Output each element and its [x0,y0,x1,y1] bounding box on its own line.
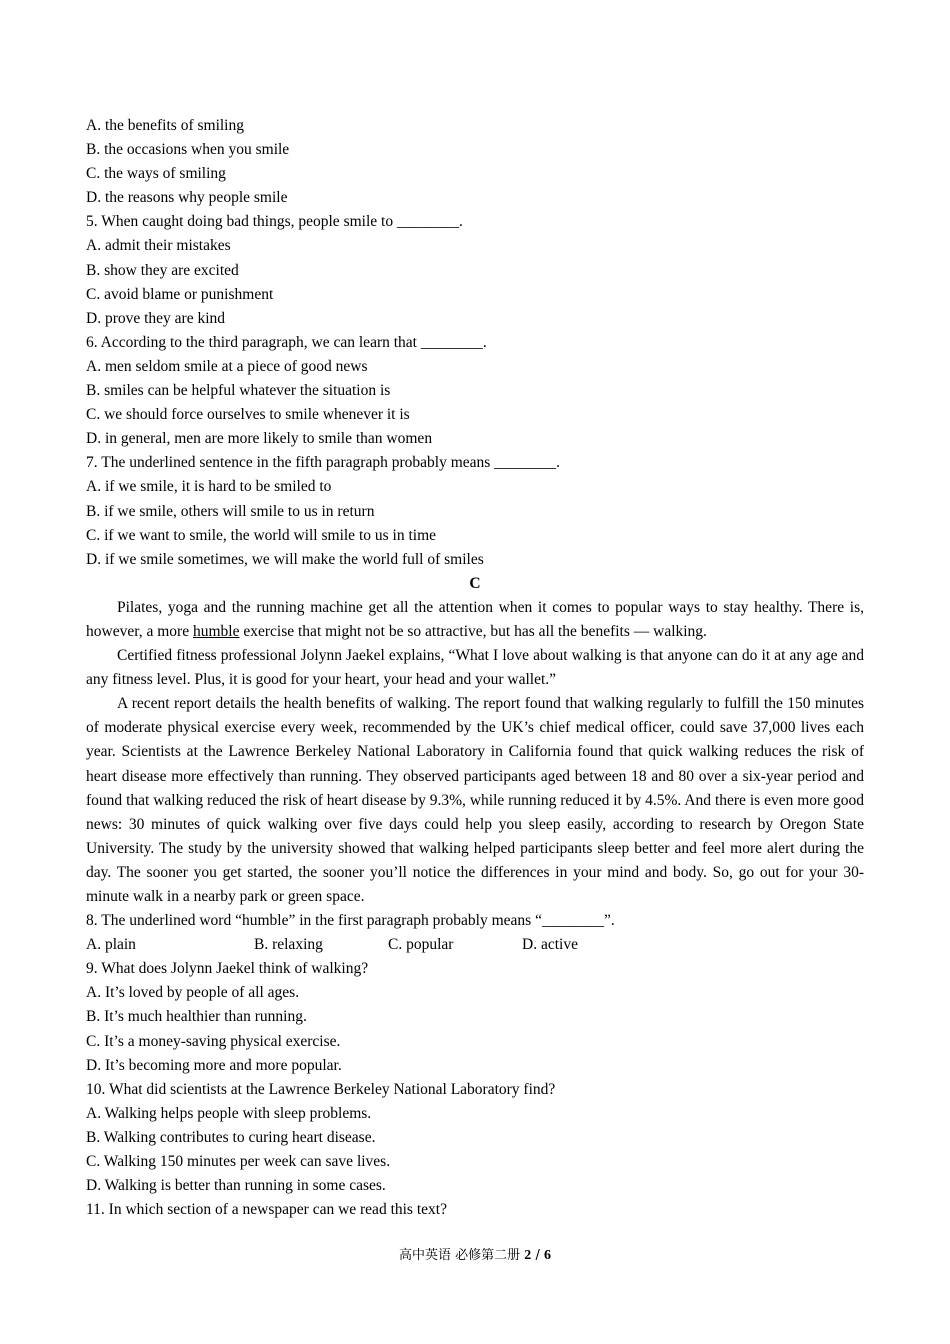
text-line: C. It’s a money‑saving physical exercise. [86,1032,341,1050]
question-8-options [86,933,864,957]
text-line: D. prove they are kind [86,309,226,327]
option-d: D. active [522,936,578,954]
text-line: B. if we smile, others will smile to us in return [86,502,375,520]
option-c: C. popular [388,936,454,954]
text-line: C. avoid blame or punishment [86,285,274,303]
text-line: C. we should force ourselves to smile whenever it is [86,406,410,424]
footer-separator: / [535,1248,540,1263]
text-line: D. in general, men are more likely to smile than women [86,430,433,448]
footer-total-pages: 6 [543,1248,551,1263]
text-line: A. admit their mistakes [86,237,231,255]
section-heading: C [469,574,481,592]
text-line: 9. What does Jolynn Jaekel think of walking? [86,960,369,978]
question-lines-before [86,114,864,572]
text-line: C. the ways of smiling [86,165,226,183]
passage-paragraph-2: Certified fitness professional Jolynn Jaekel explains, “What I love about walking is that anyone can do it at any age and any fitness level. Plus, it is good for your heart, your head and your wallet.” [86,647,864,689]
text-line: D. the reasons why people smile [86,189,288,207]
text-line: D. Walking is better than running in some cases. [86,1177,386,1195]
text-line: A. men seldom smile at a piece of good news [86,357,368,375]
question-lines-after [86,957,864,1222]
text-line: 7. The underlined sentence in the fifth paragraph probably means ________. [86,454,561,472]
text-line: 11. In which section of a newspaper can we read this text? [86,1201,447,1219]
text-line: C. Walking 150 minutes per week can save lives. [86,1153,391,1171]
paragraph-text: exercise that might not be so attractive, but has all the benefits — walking. [239,622,707,640]
text-line: B. smiles can be helpful whatever the situation is [86,382,391,400]
text-line: 6. According to the third paragraph, we can learn that ________. [86,333,487,351]
footer-page-number: 2 [524,1248,532,1263]
text-line: B. It’s much healthier than running. [86,1008,307,1026]
text-line: A. if we smile, it is hard to be smiled to [86,478,332,496]
text-line: D. It’s becoming more and more popular. [86,1056,342,1074]
option-a: A. plain [86,936,136,954]
passage-paragraph-1 [86,596,864,644]
option-b: B. relaxing [254,936,323,954]
document-page [86,114,864,1222]
footer-label: 高中英语 必修第二册 [399,1248,521,1263]
question-8: 8. The underlined word “humble” in the first paragraph probably means “________”. [86,912,615,930]
text-line: 10. What did scientists at the Lawrence Berkeley National Laboratory find? [86,1080,556,1098]
passage-paragraph-3: A recent report details the health benefits of walking. The report found that walking regularly to fulfill the 150 minutes of moderate physical exercise every week, recommended by the UK’s chief medical officer, could save 37,000 lives each year. Scientists at the Lawrence Berkeley National Laboratory in California found that quick walking reduces the risk of heart disease more effectively than running. They observed participants aged between 18 and 80 over a six-year period and found that walking reduced the risk of heart disease by 9.3%, while running reduced it by 4.5%. And there is even more good news: 30 minutes of quick walking over five days could help you sleep easily, according to research by Oregon State University. The study by the university showed that walking helped participants sleep better and feel more alert during the day. The sooner you get started, the sooner you’ll notice the differences in your mind and body. So, go out for your 30-minute walk in a nearby park or green space. [86,695,864,905]
text-line: A. Walking helps people with sleep problems. [86,1104,372,1122]
text-line: 5. When caught doing bad things, people smile to ________. [86,213,463,231]
text-line: B. Walking contributes to curing heart disease. [86,1128,376,1146]
underlined-word: humble [192,622,240,640]
text-line: A. It’s loved by people of all ages. [86,984,300,1002]
text-line: B. show they are excited [86,261,239,279]
paragraph-text: Pilates, yoga and the running machine get all the attention when it comes to popular ways to stay healthy. There is, however, a more [86,598,864,640]
text-line: C. if we want to smile, the world will smile to us in time [86,526,437,544]
text-line: A. the benefits of smiling [86,117,244,134]
page-footer [0,1244,950,1264]
text-line: B. the occasions when you smile [86,141,290,159]
text-line: D. if we smile sometimes, we will make the world full of smiles [86,550,484,568]
